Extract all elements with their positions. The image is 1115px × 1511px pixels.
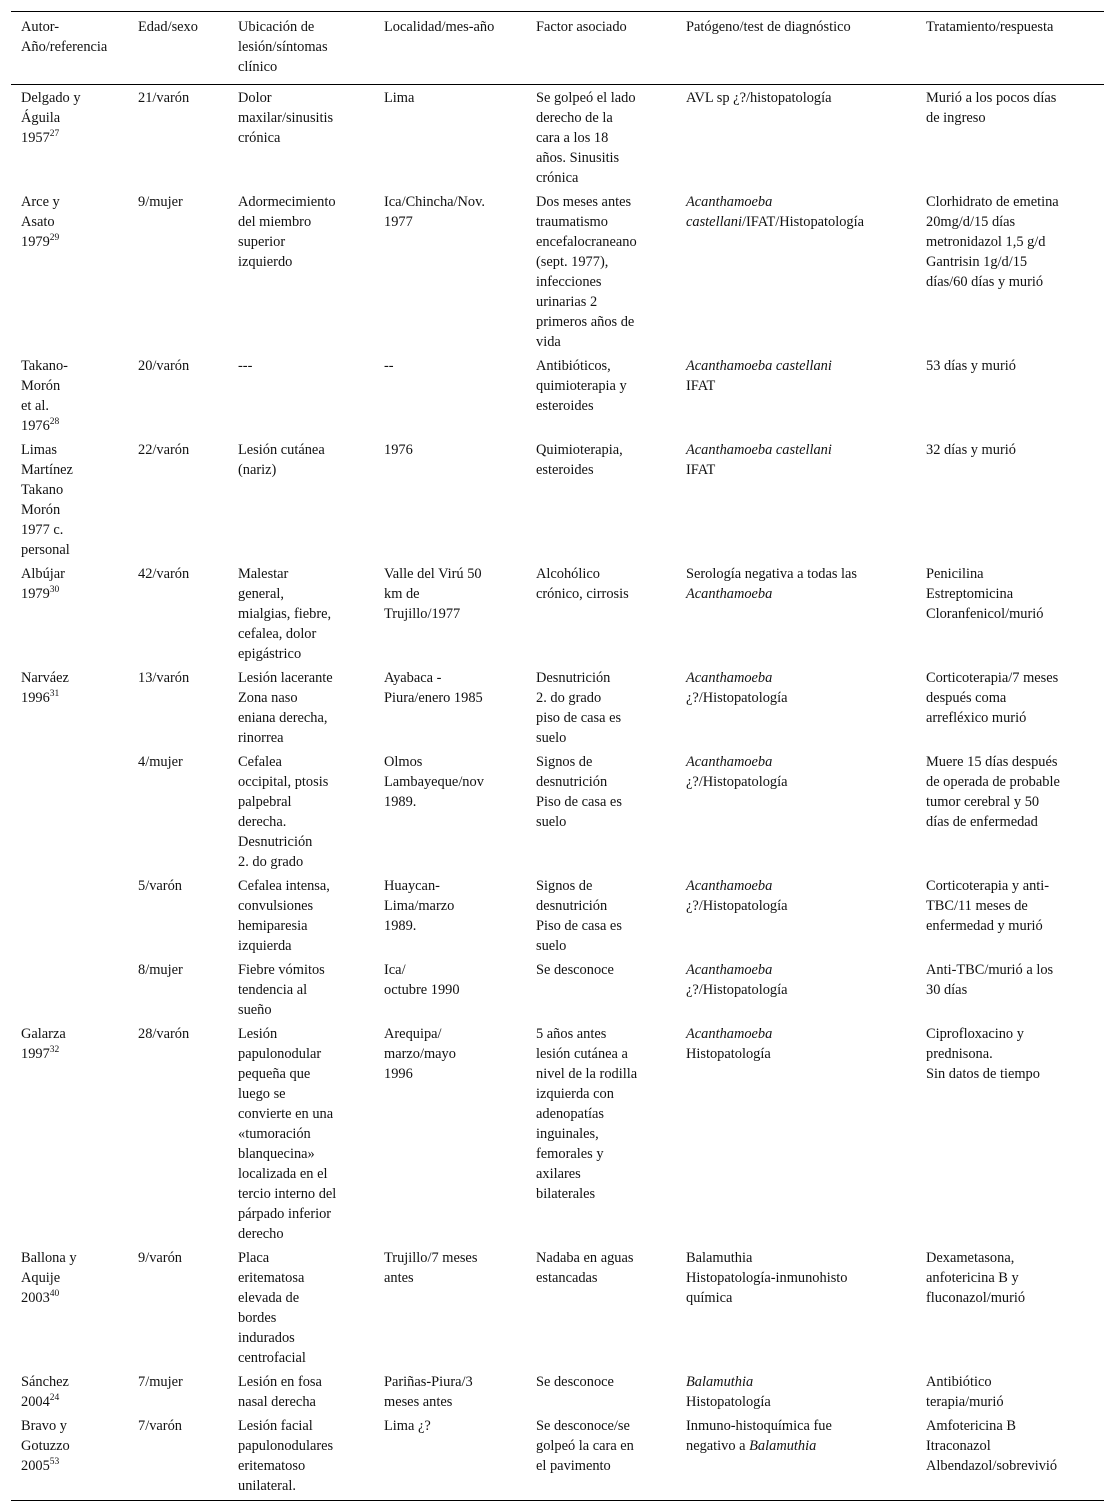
cell-treatment: Muere 15 días después de operada de probable tumor cerebral y 50 días de enfermedad xyxy=(926,754,1060,830)
reference-number: 27 xyxy=(49,129,60,139)
cell-author xyxy=(11,1022,128,1246)
diagnostic-test: Balamuthia Histopatología-inmunohisto química xyxy=(686,1250,848,1306)
table-row xyxy=(11,85,1104,191)
cell-locality: Trujillo/7 meses antes xyxy=(384,1250,478,1286)
table-body xyxy=(11,85,1104,1501)
cell-treatment: Anti-TBC/murió a los 30 días xyxy=(926,962,1054,998)
reference-number: 30 xyxy=(49,585,60,595)
cell-location: Lesión papulonodular pequeña que luego se convierte en una «tumoración blanquecina» localizada en el tercio interno del párpado inferior derecho xyxy=(238,1026,337,1242)
cell-location: Lesión lacerante Zona naso eniana derecha, rinorrea xyxy=(238,670,333,746)
pathogen-name: Acanthamoeba castellani xyxy=(686,194,773,230)
table-row xyxy=(11,666,1104,750)
cell-pathogen xyxy=(676,958,916,1022)
cell-locality: Lima xyxy=(384,90,415,106)
cell-location: Lesión en fosa nasal derecha xyxy=(238,1374,322,1410)
cell-factor: Se desconoce xyxy=(536,962,614,978)
header-pathogen: Patógeno/test de diagnóstico xyxy=(686,19,851,35)
author-name: Sánchez 2004 xyxy=(21,1374,69,1410)
cell-pathogen xyxy=(676,874,916,958)
diagnostic-test: ¿?/Histopatología xyxy=(686,774,788,790)
cell-locality: Ica/ octubre 1990 xyxy=(384,962,460,998)
reference-number: 31 xyxy=(49,689,60,699)
header-locality: Localidad/mes-año xyxy=(384,19,495,35)
pathogen-name: Acanthamoeba xyxy=(686,962,773,978)
diagnostic-test: ¿?/Histopatología xyxy=(686,898,788,914)
pathogen-name: Acanthamoeba xyxy=(686,586,773,602)
cell-treatment: Corticoterapia/7 meses después coma arrefléxico murió xyxy=(926,670,1059,726)
cell-locality: Valle del Virú 50 km de Trujillo/1977 xyxy=(384,566,482,622)
cell-pathogen xyxy=(676,666,916,750)
cell-age-sex: 7/varón xyxy=(138,1418,182,1434)
cell-pathogen xyxy=(676,354,916,438)
table-row xyxy=(11,874,1104,958)
author-name: Takano- Morón et al. 1976 xyxy=(21,358,68,434)
cell-treatment: Antibiótico terapia/murió xyxy=(926,1374,1004,1410)
cell-age-sex: 5/varón xyxy=(138,878,182,894)
author-name: Narváez 1996 xyxy=(21,670,69,706)
pathogen-name: Balamuthia xyxy=(749,1438,817,1454)
author-name: Arce y Asato 1979 xyxy=(21,194,60,250)
diagnostic-test: Serología negativa a todas las xyxy=(686,566,858,582)
table-row xyxy=(11,438,1104,562)
cell-age-sex: 28/varón xyxy=(138,1026,190,1042)
cell-author xyxy=(11,438,128,562)
table-row xyxy=(11,958,1104,1022)
cell-factor: Desnutrición 2. do grado piso de casa es suelo xyxy=(536,670,622,746)
cell-age-sex: 7/mujer xyxy=(138,1374,183,1390)
author-name: Albújar 1979 xyxy=(21,566,65,602)
cell-age-sex: 22/varón xyxy=(138,442,190,458)
cell-age-sex: 9/mujer xyxy=(138,194,183,210)
table-row xyxy=(11,1022,1104,1246)
cell-location: Placa eritematosa elevada de bordes indurados centrofacial xyxy=(238,1250,306,1366)
cell-treatment: Dexametasona, anfotericina B y fluconazol/murió xyxy=(926,1250,1026,1306)
diagnostic-test: Inmuno-histoquímica fue negativo a xyxy=(686,1418,832,1454)
pathogen-name: Acanthamoeba xyxy=(686,878,773,894)
cell-location: --- xyxy=(238,358,253,374)
cell-treatment: 32 días y murió xyxy=(926,442,1016,458)
diagnostic-test: ¿?/Histopatología xyxy=(686,690,788,706)
table-row xyxy=(11,190,1104,354)
header-row xyxy=(11,12,1104,85)
cell-factor: Dos meses antes traumatismo encefalocraneano (sept. 1977), infecciones urinarias 2 primeros años de vida xyxy=(536,194,637,350)
cell-treatment: Amfotericina B Itraconazol Albendazol/sobrevivió xyxy=(926,1418,1058,1474)
table-row xyxy=(11,1414,1104,1501)
cell-factor: Quimioterapia, esteroides xyxy=(536,442,623,478)
cell-location: Lesión cutánea (nariz) xyxy=(238,442,325,478)
cell-factor: Se desconoce/se golpeó la cara en el pavimento xyxy=(536,1418,634,1474)
case-table xyxy=(11,11,1104,1501)
cell-factor: 5 años antes lesión cutánea a nivel de la rodilla izquierda con adenopatías inguinales, femorales y axilares bilaterales xyxy=(536,1026,638,1202)
table-row xyxy=(11,354,1104,438)
cell-author xyxy=(11,85,128,191)
diagnostic-test: AVL sp ¿?/histopatología xyxy=(686,90,832,106)
pathogen-name: Acanthamoeba castellani xyxy=(686,442,832,458)
cell-age-sex: 8/mujer xyxy=(138,962,183,978)
cell-factor: Signos de desnutrición Piso de casa es suelo xyxy=(536,878,622,954)
cell-author xyxy=(11,1246,128,1370)
author-name: Ballona y Aquije 2003 xyxy=(21,1250,77,1306)
diagnostic-test: IFAT xyxy=(686,378,716,394)
cell-factor: Alcohólico crónico, cirrosis xyxy=(536,566,629,602)
cell-pathogen xyxy=(676,750,916,874)
table-row xyxy=(11,562,1104,666)
reference-number: 53 xyxy=(49,1457,60,1467)
cell-age-sex: 20/varón xyxy=(138,358,190,374)
pathogen-name: Acanthamoeba xyxy=(686,1026,773,1042)
cell-factor: Antibióticos, quimioterapia y esteroides xyxy=(536,358,627,414)
cell-age-sex: 13/varón xyxy=(138,670,190,686)
cell-treatment: Penicilina Estreptomicina Cloranfenicol/murió xyxy=(926,566,1044,622)
cell-pathogen xyxy=(676,85,916,191)
pathogen-name: Acanthamoeba xyxy=(686,754,773,770)
diagnostic-test: ¿?/Histopatología xyxy=(686,982,788,998)
cell-treatment: Clorhidrato de emetina 20mg/d/15 días metronidazol 1,5 g/d Gantrisin 1g/d/15 días/60 días y murió xyxy=(926,194,1059,290)
cell-factor: Signos de desnutrición Piso de casa es suelo xyxy=(536,754,622,830)
cell-locality: 1976 xyxy=(384,442,413,458)
cell-pathogen xyxy=(676,438,916,562)
cell-location: Fiebre vómitos tendencia al sueño xyxy=(238,962,325,1018)
cell-age-sex: 42/varón xyxy=(138,566,190,582)
cell-treatment: 53 días y murió xyxy=(926,358,1016,374)
cell-location: Cefalea intensa, convulsiones hemiparesia izquierda xyxy=(238,878,330,954)
cell-pathogen xyxy=(676,1414,916,1501)
reference-number: 32 xyxy=(49,1045,60,1055)
cell-location: Dolor maxilar/sinusitis crónica xyxy=(238,90,334,146)
author-name: Bravo y Gotuzzo 2005 xyxy=(21,1418,70,1474)
cell-treatment: Murió a los pocos días de ingreso xyxy=(926,90,1057,126)
reference-number: 40 xyxy=(49,1289,60,1299)
cell-locality: Ica/Chincha/Nov. 1977 xyxy=(384,194,485,230)
cell-author xyxy=(11,190,128,354)
diagnostic-test: Histopatología xyxy=(686,1394,771,1410)
cell-pathogen xyxy=(676,190,916,354)
cell-age-sex: 21/varón xyxy=(138,90,190,106)
cell-author xyxy=(11,958,128,1022)
reference-number: 28 xyxy=(49,417,60,427)
cell-author xyxy=(11,562,128,666)
table-row xyxy=(11,750,1104,874)
cell-locality: Huaycan- Lima/marzo 1989. xyxy=(384,878,455,934)
cell-treatment: Corticoterapia y anti- TBC/11 meses de enfermedad y murió xyxy=(926,878,1050,934)
cell-locality: Arequipa/ marzo/mayo 1996 xyxy=(384,1026,456,1082)
header-factor: Factor asociado xyxy=(536,19,627,35)
cell-locality: Ayabaca - Piura/enero 1985 xyxy=(384,670,483,706)
diagnostic-test: Histopatología xyxy=(686,1046,771,1062)
cell-author xyxy=(11,1414,128,1501)
cell-pathogen xyxy=(676,1022,916,1246)
cell-author xyxy=(11,750,128,874)
cell-treatment: Ciprofloxacino y prednisona. Sin datos de tiempo xyxy=(926,1026,1040,1082)
author-name: Delgado y Águila 1957 xyxy=(21,90,81,146)
header-age-sex: Edad/sexo xyxy=(138,19,198,35)
cell-age-sex: 9/varón xyxy=(138,1250,182,1266)
table-row xyxy=(11,1370,1104,1414)
header-treatment: Tratamiento/respuesta xyxy=(926,19,1054,35)
reference-number: 29 xyxy=(49,233,60,243)
header-location: Ubicación de lesión/síntomas clínico xyxy=(238,19,328,75)
cell-factor: Se golpeó el lado derecho de la cara a los 18 años. Sinusitis crónica xyxy=(536,90,636,186)
cell-locality: Pariñas-Piura/3 meses antes xyxy=(384,1374,473,1410)
diagnostic-test: IFAT xyxy=(686,462,716,478)
cell-locality: Olmos Lambayeque/nov 1989. xyxy=(384,754,484,810)
cell-factor: Se desconoce xyxy=(536,1374,614,1390)
cell-locality: Lima ¿? xyxy=(384,1418,431,1434)
reference-number: 24 xyxy=(49,1393,60,1403)
cell-locality: -- xyxy=(384,358,394,374)
pathogen-name: Balamuthia xyxy=(686,1374,754,1390)
cell-pathogen xyxy=(676,562,916,666)
case-table-container xyxy=(11,11,1104,1501)
cell-location: Cefalea occipital, ptosis palpebral derecha. Desnutrición 2. do grado xyxy=(238,754,329,870)
cell-location: Lesión facial papulonodulares eritematoso unilateral. xyxy=(238,1418,334,1494)
cell-author xyxy=(11,1370,128,1414)
cell-factor: Nadaba en aguas estancadas xyxy=(536,1250,634,1286)
author-name: Galarza 1997 xyxy=(21,1026,66,1062)
table-row xyxy=(11,1246,1104,1370)
cell-author xyxy=(11,874,128,958)
pathogen-name: Acanthamoeba castellani xyxy=(686,358,832,374)
cell-pathogen xyxy=(676,1246,916,1370)
cell-age-sex: 4/mujer xyxy=(138,754,183,770)
header-author: Autor- Año/referencia xyxy=(21,19,108,55)
author-name: Limas Martínez Takano Morón 1977 c. personal xyxy=(21,442,73,558)
cell-location: Adormecimiento del miembro superior izquierdo xyxy=(238,194,336,270)
cell-author xyxy=(11,354,128,438)
cell-pathogen xyxy=(676,1370,916,1414)
cell-author xyxy=(11,666,128,750)
pathogen-name: Acanthamoeba xyxy=(686,670,773,686)
diagnostic-test: /IFAT/Histopatología xyxy=(741,214,865,230)
cell-location: Malestar general, mialgias, fiebre, cefalea, dolor epigástrico xyxy=(238,566,332,662)
